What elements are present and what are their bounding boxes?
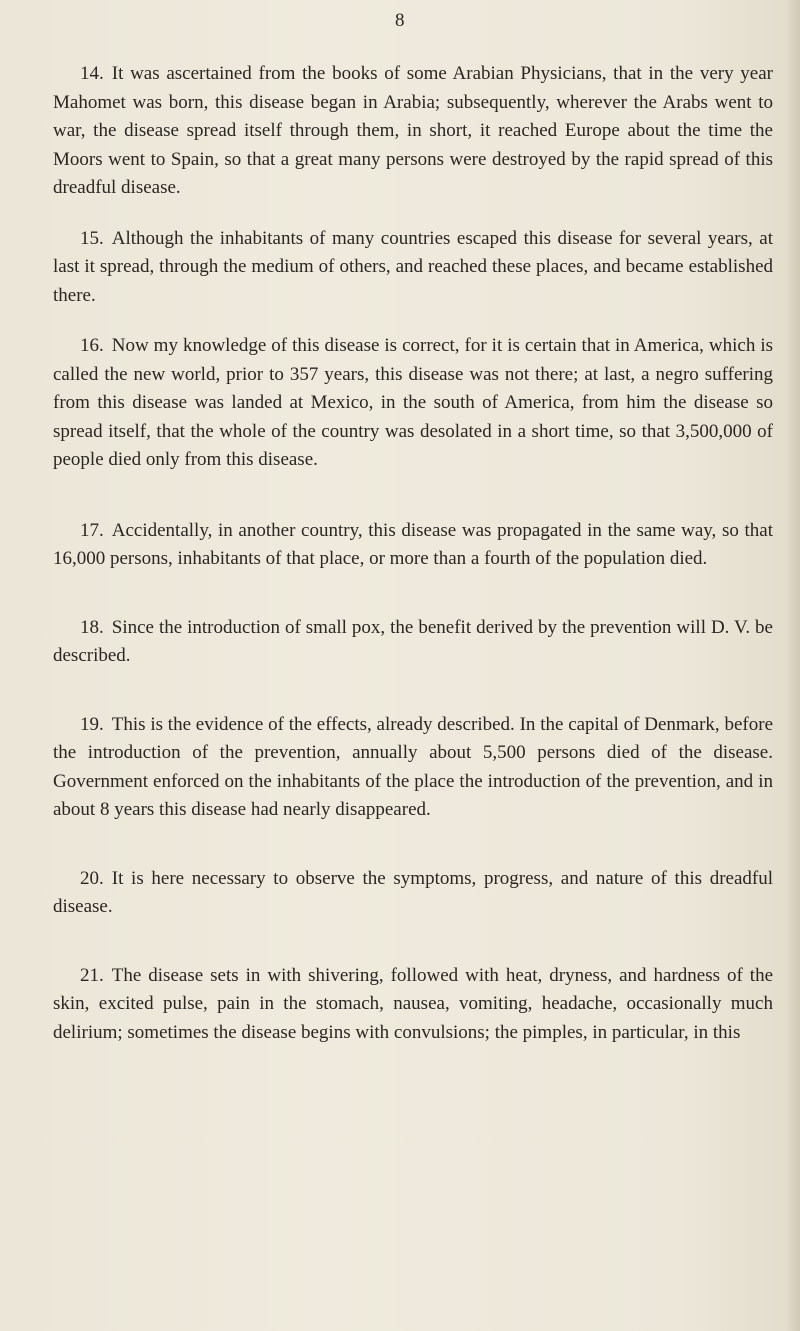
paragraph-number: 18. xyxy=(80,616,104,638)
paragraph-number: 20. xyxy=(80,867,104,889)
paragraph-text: Since the introduction of small pox, the benefit derived by the prevention will D. V. be described. xyxy=(53,616,773,666)
paragraph-19 xyxy=(53,711,773,825)
paragraph-text: Now my knowledge of this disease is correct, for it is certain that in America, which is called the new world, prior to 357 years, this disease was not there; at last, a negro suffering from this disease was landed at Mexico, in the south of America, from him the disease so spread itself, that the whole of the country was desolated in a short time, so that 3,500,000 of people died only from this disease. xyxy=(53,335,773,470)
paragraph-number: 16. xyxy=(80,335,104,356)
paragraph-number: 19. xyxy=(80,713,104,735)
paragraph-20 xyxy=(53,865,773,922)
body-text xyxy=(53,60,773,1047)
paragraph-15 xyxy=(53,225,773,311)
paragraph-text: It was ascertained from the books of some Arabian Physicians, that in the very year Mahomet was born, this disease began in Arabia; subsequently, wherever the Arabs went to war, the disease spread itself through them, in short, it reached Europe about the time the Moors went to Spain, so that a great many persons were destroyed by the rapid spread of this dreadful disease. xyxy=(53,63,773,198)
paragraph-16 xyxy=(53,332,773,475)
page-edge-shadow xyxy=(786,0,800,1331)
paragraph-14 xyxy=(53,60,773,203)
paragraph-text: It is here necessary to observe the symptoms, progress, and nature of this dreadful disease. xyxy=(53,867,773,917)
paragraph-number: 21. xyxy=(80,964,104,986)
paragraph-18 xyxy=(53,614,773,671)
paragraph-text: Accidentally, in another country, this disease was propagated in the same way, so that 16,000 persons, inhabitants of that place, or more than a fourth of the population died. xyxy=(53,519,773,569)
paragraph-number: 14. xyxy=(80,63,104,84)
paragraph-number: 17. xyxy=(80,519,104,541)
paragraph-text: This is the evidence of the effects, already described. In the capital of Denmark, before the introduction of the prevention, annually about 5,500 persons died of the disease. Government enforced on the inhabitants of the place the introduction of the prevention, and in about 8 years this disease had nearly disappeared. xyxy=(53,713,773,820)
paragraph-text: Although the inhabitants of many countries escaped this disease for several years, at last it spread, through the medium of others, and reached these places, and became established there. xyxy=(53,227,773,306)
paragraph-17 xyxy=(53,517,773,574)
paragraph-text: The disease sets in with shivering, followed with heat, dryness, and hardness of the skin, excited pulse, pain in the stomach, nausea, vomiting, headache, occasionally much delirium; sometimes the disease begins with convulsions; the pimples, in particular, in this xyxy=(53,964,773,1043)
paragraph-number: 15. xyxy=(80,227,104,249)
page-number: 8 xyxy=(395,10,405,31)
paragraph-21 xyxy=(53,962,773,1048)
